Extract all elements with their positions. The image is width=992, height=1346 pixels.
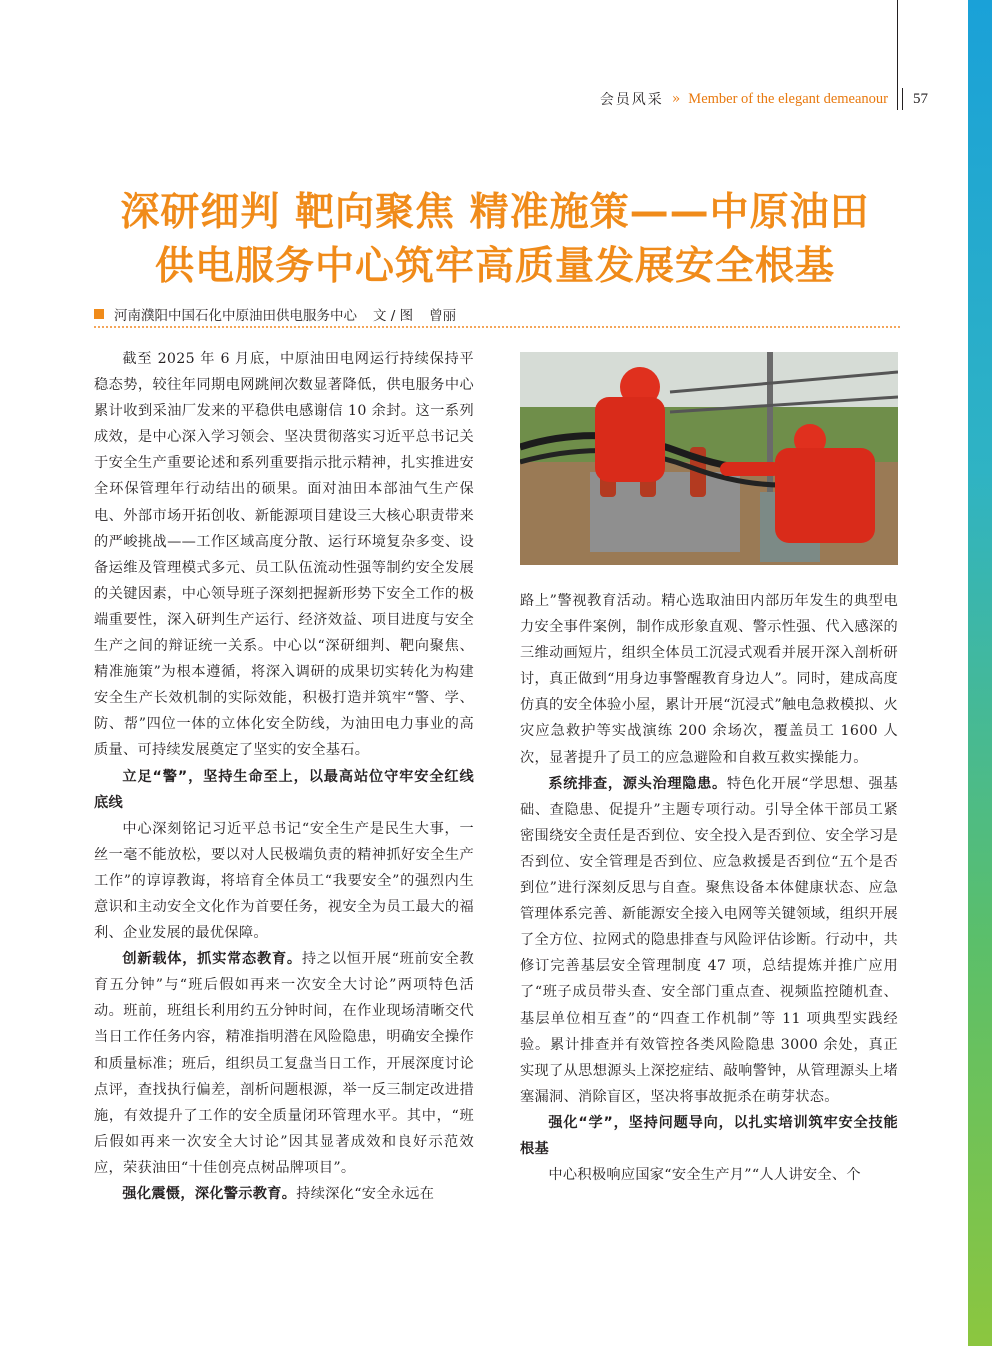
paragraph-lead: 强化震慑，深化警示教育。 (122, 1186, 297, 1202)
paragraph-lead: 系统排查，源头治理隐患。 (548, 775, 727, 792)
paragraph-body: 特色化开展“学思想、强基础、查隐患、促提升”主题专项行动。引导全体干部员工紧密围绕安全责任是否到位、安全投入是否到位、安全学习是否到位、安全管理是否到位、应急救援是否到位“五个是否到位”进行深刻反思与自查。聚焦设备本体健康状态、应急管理体系完善、新能源安全接入电网等关键领域，组织开展了全方位、拉网式的隐患排查与风险评估诊断。行动中，共修订完善基层安全管理制度 47 项，总结提炼并推广应用了“班子成员带头查、安全部门重点查、视频监控随机查、基层单位相互查”的“四查工作机制”等 11 项典型实践经验。累计排查并有效管控各类风险隐患 3000 余处，真正实现了从思想源头上深挖症结、敲响警钟，从管理源头上堵塞漏洞、消除盲区，坚决将事故扼杀在萌芽状态。 (520, 775, 898, 1105)
paragraph (94, 946, 474, 1181)
article-title (60, 186, 930, 294)
paragraph-body: 持之以恒开展“班前安全教育五分钟”与“班后假如再来一次安全大讨论”两项特色活动。班前，班组长利用约五分钟时间，在作业现场清晰交代当日工作任务内容，精准指明潜在风险隐患，明确安全操作和质量标准；班后，组织员工复盘当日工作，开展深度讨论点评，查找执行偏差，剖析问题根源，举一反三制定改进措施，有效提升了工作的安全质量闭环管理水平。其中，“班后假如再来一次安全大讨论”因其显著成效和良好示范效应，荣获油田“十佳创亮点树品牌项目”。 (94, 951, 475, 1176)
paragraph-body: 持续深化“安全永远在 (296, 1186, 435, 1202)
photo-illustration (520, 352, 898, 565)
header-separator (902, 88, 903, 110)
byline-org: 河南濮阳中国石化中原油田供电服务中心 (114, 308, 357, 324)
paragraph (520, 771, 898, 1110)
paragraph: 中心积极响应国家“安全生产月”“人人讲安全、个 (548, 1167, 861, 1184)
running-header (600, 88, 928, 110)
chevron-icon: » (671, 91, 681, 107)
right-column (520, 588, 898, 1188)
page-number: 57 (913, 90, 928, 107)
paragraph: 截至 2025 年 6 月底，中原油田电网运行持续保持平稳态势，较往年同期电网跳闸次数显著降低，供电服务中心累计收到采油厂发来的平稳供电感谢信 10 余封。这一系列成效，是中心深入学习领会、坚决贯彻落实习近平总书记关于安全生产重要论述和系列重要指示批示精神，扎实推进安全环保管理年行动结出的硕果。面对油田本部油气生产保电、外部市场开拓创收、新能源项目建设三大核心职责带来的严峻挑战——工作区域高度分散、运行环境复杂多变、设备运维及管理模式多元、员工队伍流动性强等制约安全发展的关键因素，中心领导班子深刻把握新形势下安全工作的极端重要性，深入研判生产运行、经济效益、项目进度与安全生产之间的辩证统一关系。中心以“深研细判、靶向聚焦、精准施策”为根本遵循，将深入调研的成果切实转化为构建安全生产长效机制的实际效能，积极打造并筑牢“警、学、防、帮”四位一体的立体化安全防线，为油田电力事业的高质量、可持续发展奠定了坚实的安全基石。 (94, 351, 474, 759)
byline-role: 文 / 图 (373, 308, 414, 324)
left-column (94, 346, 474, 1207)
paragraph: 路上”警视教育活动。精心选取油田内部历年发生的典型电力安全事件案例，制作成形象直观、警示性强、代入感深的三维动画短片，组织全体员工沉浸式观看并展开深入剖析研讨，真正做到“用身边事警醒教育身边人”。同时，建成高度仿真的安全体验小屋，累计开展“沉浸式”触电急救模拟、火灾应急救护等实战演练 200 余场次，覆盖员工 1600 人次，显著提升了员工的应急避险和自救互救实操能力。 (520, 593, 898, 766)
dotted-divider (94, 326, 900, 328)
title-line-1: 深研细判 靶向聚焦 精准施策——中原油田 (120, 190, 870, 235)
byline-author: 曾丽 (429, 308, 457, 324)
paragraph: 中心深刻铭记习近平总书记“安全生产是民生大事，一丝一毫不能放松，要以对人民极端负责的精神抓好安全生产工作”的谆谆教诲，将培育全体员工“我要安全”的强烈内生意识和主动安全文化作为首要任务，视安全为员工最大的福利、企业发展的最优保障。 (94, 820, 474, 942)
square-bullet-icon (94, 309, 104, 319)
article-photo (520, 352, 898, 565)
paragraph (94, 1181, 474, 1207)
byline (94, 304, 896, 324)
paragraph-lead: 创新载体，抓实常态教育。 (122, 951, 302, 968)
section-heading: 立足“警”，坚持生命至上，以最高站位守牢安全红线底线 (94, 768, 474, 811)
color-sidebar (968, 0, 992, 1346)
section-name-en: Member of the elegant demeanour (688, 90, 888, 107)
section-heading: 强化“学”，坚持问题导向，以扎实培训筑牢安全技能根基 (520, 1114, 898, 1157)
title-line-2: 供电服务中心筑牢高质量发展安全根基 (154, 244, 835, 289)
section-name: 会员风采 (599, 92, 664, 108)
